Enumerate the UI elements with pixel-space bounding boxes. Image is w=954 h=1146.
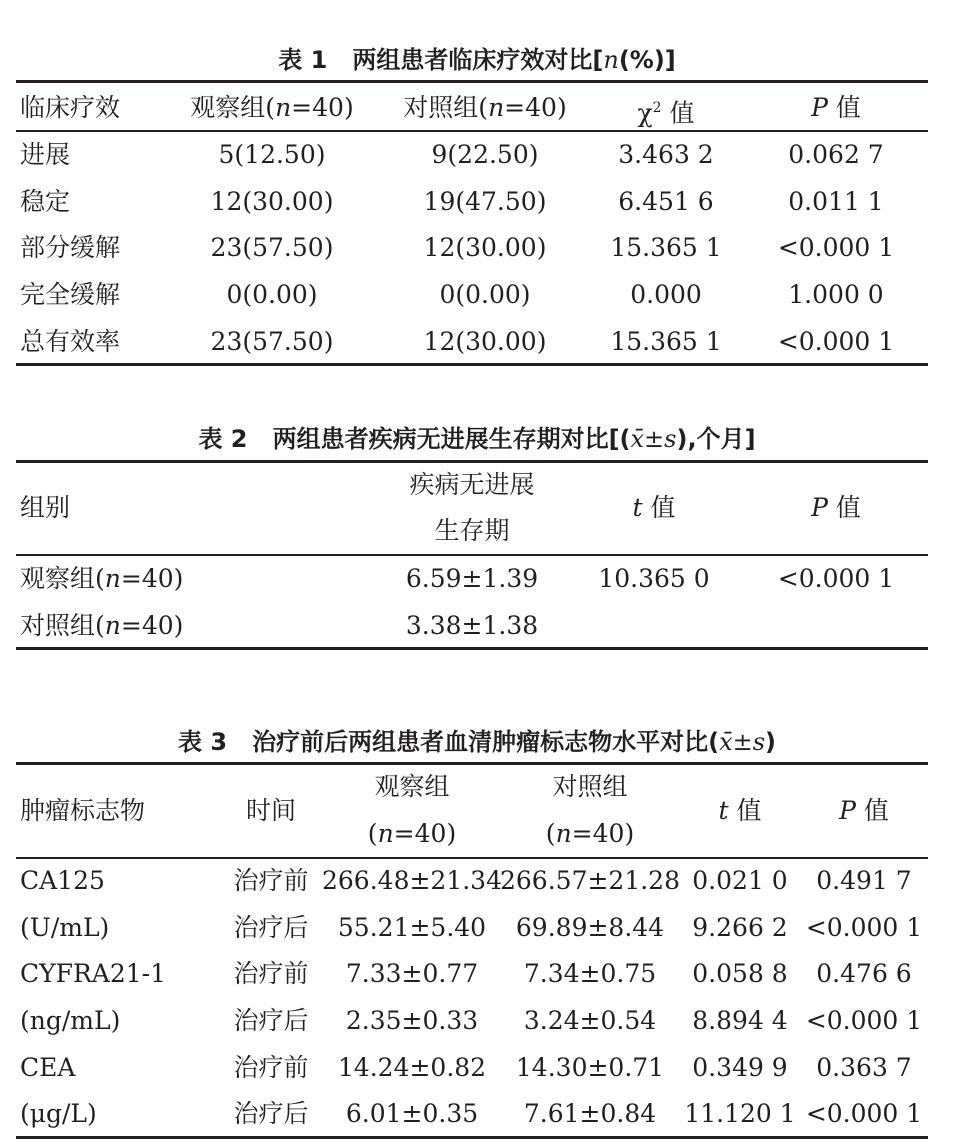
table3-caption: 表 3 治疗前后两组患者血清肿瘤标志物水平对比(x̄±s) <box>177 728 777 756</box>
table2-header-col3: t 值 <box>632 493 676 522</box>
table1-bottom-rule <box>16 363 928 366</box>
table3-header-col6: P 值 <box>839 796 889 825</box>
table3-top-rule <box>16 762 928 765</box>
table3-header-col4-line2: (n=40) <box>545 819 635 848</box>
table2-header-col1: 组别 <box>20 493 71 522</box>
table1-header-col2: 观察组(n=40) <box>190 93 354 122</box>
table2-header-rule <box>16 554 928 556</box>
table3-header-col1: 肿瘤标志物 <box>20 796 146 825</box>
table2-caption: 表 2 两组患者疾病无进展生存期对比[(x̄±s),个月] <box>198 425 756 453</box>
table1-header-col5: P 值 <box>811 93 861 122</box>
table1-header-col3: 对照组(n=40) <box>403 93 567 122</box>
table1-caption: 表 1 两组患者临床疗效对比[n(%)] <box>278 46 676 74</box>
table2-header-col2-line1: 疾病无进展 <box>409 470 535 499</box>
table3-header-col3-line2: (n=40) <box>367 819 457 848</box>
table3-number: 表 3 <box>177 728 228 756</box>
table3-header-col4-line1: 对照组 <box>552 772 628 801</box>
table1-header-col4: $\chi^2$ 值 <box>637 98 695 128</box>
table2-header-col4: P 值 <box>811 493 861 522</box>
table2-bottom-rule <box>16 647 928 650</box>
table1-top-rule <box>16 80 928 83</box>
table2-top-rule <box>16 460 928 463</box>
table3-bottom-rule <box>16 1136 928 1139</box>
table3-header-rule <box>16 857 928 859</box>
table1-header-col1: 临床疗效 <box>20 93 121 122</box>
table3-header-col2: 时间 <box>245 796 297 825</box>
table3-header-col5: t 值 <box>718 796 762 825</box>
table3-header-col3-line1: 观察组 <box>374 772 450 801</box>
table2-number: 表 2 <box>198 425 248 453</box>
table1-header-rule <box>16 130 928 132</box>
table2-header-col2-line2: 生存期 <box>434 516 510 545</box>
table1-number: 表 1 <box>278 46 328 74</box>
